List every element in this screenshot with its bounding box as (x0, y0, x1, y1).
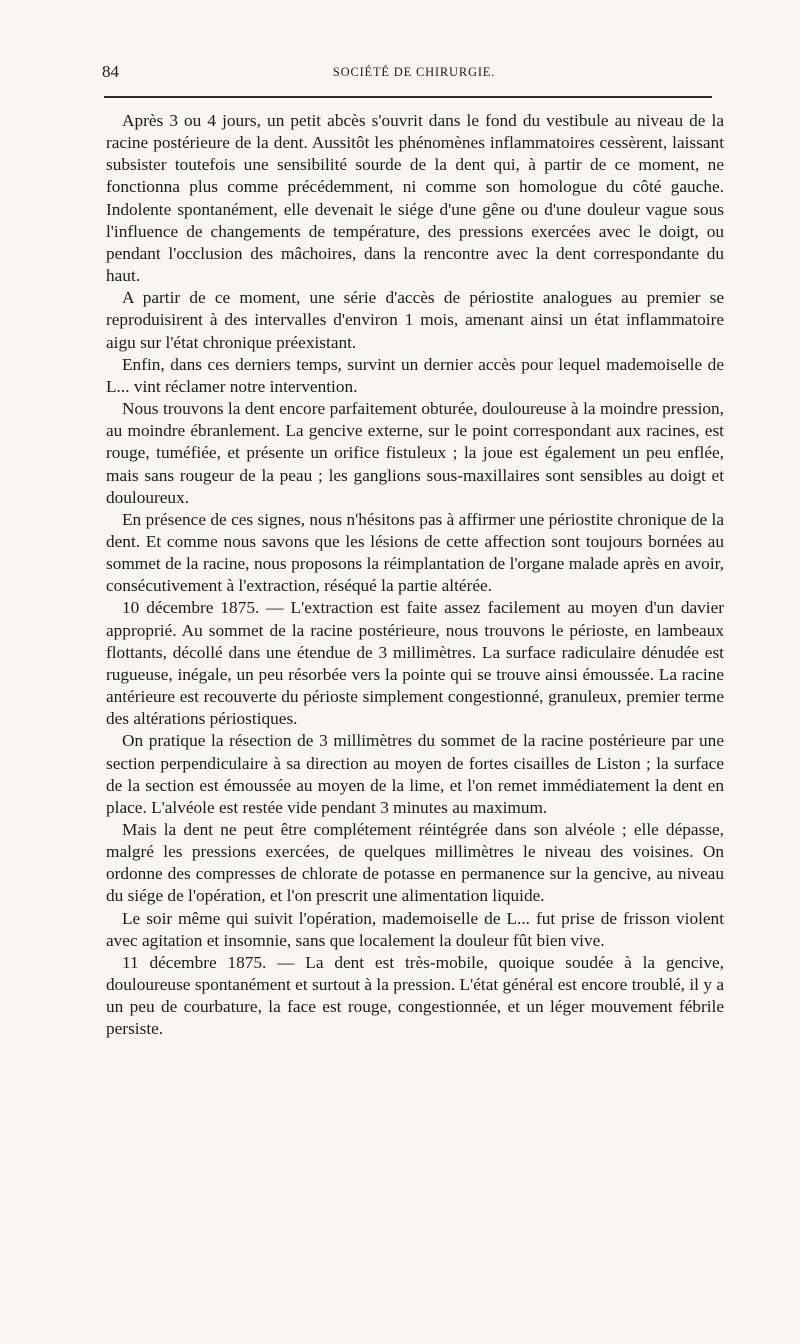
paragraph-6: 10 décembre 1875. — L'extraction est faite assez facilement au moyen d'un davier approprié. Au sommet de la racine postérieure, nous trouvons le périoste, en lambeaux flottants, décollé dans une étendue de 3 millimètres. La surface radiculaire dénudée est rugueuse, inégale, un peu résorbée vers la pointe qui se trouve ainsi émoussée. La racine antérieure est recouverte du périoste simplement congestionné, granuleux, premier terme des altérations périostiques. (106, 598, 724, 729)
header-rule (104, 96, 712, 98)
paragraph-10: 11 décembre 1875. — La dent est très-mobile, quoique soudée à la gencive, douloureuse spontanément et surtout à la pression. L'état général est encore troublé, il y a un peu de courbature, la face est rouge, congestionnée, et un léger mouvement fébrile persiste. (106, 952, 724, 1039)
paragraph-3: Enfin, dans ces derniers temps, survint un dernier accès pour lequel mademoiselle de L... vint réclamer notre intervention. (106, 354, 724, 396)
paragraph-2: A partir de ce moment, une série d'accès de périostite analogues au premier se reproduisirent à des intervalles d'environ 1 mois, amenant ainsi un état inflammatoire aigu sur l'état chronique préexistant. (106, 288, 724, 352)
paragraph-7: On pratique la résection de 3 millimètres du sommet de la racine postérieure par une section perpendiculaire à sa direction au moyen de fortes cisailles de Liston ; la surface de la section est émoussée au moyen de la lime, et l'on remet immédiatement la dent en place. L'alvéole est restée vide pendant 3 minutes au maximum. (106, 731, 724, 817)
running-title: SOCIÉTÉ DE CHIRURGIE. (332, 65, 496, 79)
page-header (102, 62, 726, 86)
paragraph-5: En présence de ces signes, nous n'hésitons pas à affirmer une périostite chronique de la dent. Et comme nous savons que les lésions de cette affection sont toujours bornées au sommet de la racine, nous proposons la réimplantation de l'organe malade après en avoir, consécutivement à l'extraction, réséqué la partie altérée. (106, 509, 724, 596)
paragraph-1: Après 3 ou 4 jours, un petit abcès s'ouvrit dans le fond du vestibule au niveau de la racine postérieure de la dent. Aussitôt les phénomènes inflammatoires cessèrent, laissant subsister toutefois une sensibilité sourde de la dent qui, à partir de ce moment, ne fonctionna plus comme précédemment, ni comme son homologue du côté gauche. Indolente spontanément, elle devenait le siége d'une gêne ou d'une douleur vague sous l'influence de changements de température, des pressions exercées avec le doigt, ou pendant l'occlusion des mâchoires, dans la rencontre avec la dent correspondante du haut. (106, 111, 724, 286)
page-number: 84 (102, 62, 119, 81)
paragraph-4: Nous trouvons la dent encore parfaitement obturée, douloureuse à la moindre pression, au moindre ébranlement. La gencive externe, sur le point correspondant aux racines, est rouge, tuméfiée, et présente un orifice fistuleux ; la joue est également un peu enflée, mais sans rougeur de la peau ; les ganglions sous-maxillaires sont sensibles au doigt et douloureux. (106, 399, 724, 507)
paragraph-9: Le soir même qui suivit l'opération, mademoiselle de L... fut prise de frisson violent avec agitation et insomnie, sans que localement la douleur fût bien vive. (106, 908, 724, 950)
body-text (106, 110, 724, 1041)
paragraph-8: Mais la dent ne peut être complétement réintégrée dans son alvéole ; elle dépasse, malgré les pressions exercées, de quelques millimètres le niveau des voisines. On ordonne des compresses de chlorate de potasse en permanence sur la gencive, au niveau du siége de l'opération, et l'on prescrit une alimentation liquide. (106, 820, 724, 906)
